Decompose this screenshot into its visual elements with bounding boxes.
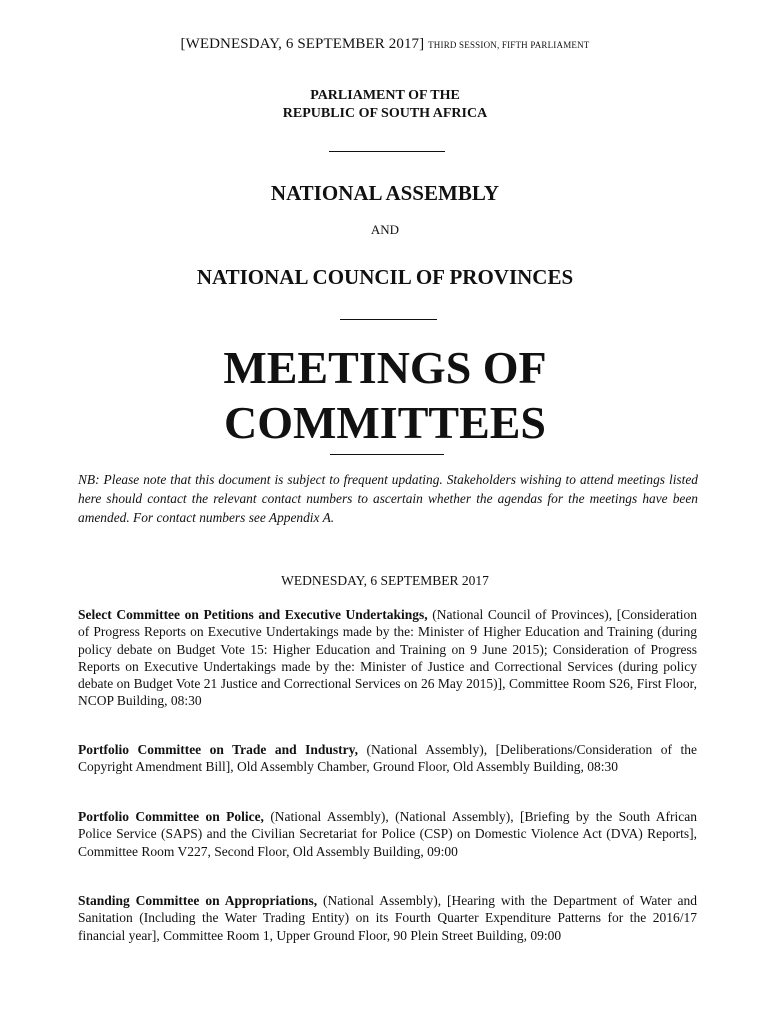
meeting-details: (National Assembly), [Deliberations/Consideration of the Copyright Amendment Bill], Old Assembly Chamber, Ground Floor, Old Assembly Building, 08:30 — [78, 742, 697, 775]
header-date: [WEDNESDAY, 6 SEPTEMBER 2017] — [180, 36, 425, 52]
meeting-details: (National Assembly), [Hearing with the Department of Water and Sanitation (Including the Water Trading Entity) on its Fourth Quarter Expenditure Patterns for the 2016/17 financial year], Committee Room 1, Upper Ground Floor, 90 Plein Street Building, 09:00 — [78, 893, 698, 943]
committee-name: Standing Committee on Appropriations, — [78, 893, 318, 908]
conjunction-text: AND — [370, 222, 400, 237]
document-title — [0, 340, 770, 450]
meeting-details: (National Assembly), (National Assembly), [Briefing by the South African Police Service (SAPS) and the Civilian Secretariat for Police (CSP) on Domestic Violence Act (DVA) Reports], Committee Room V227, Second Floor, Old Assembly Building, 09:00 — [78, 809, 697, 859]
notice-paragraph: NB: Please note that this document is subject to frequent updating. Stakeholders wishing to attend meetings listed here should contact the relevant contact numbers to ascertain whether the agendas for the meetings have been amended. For contact numbers see Appendix A. — [78, 472, 698, 525]
header-session: THIRD SESSION, FIFTH PARLIAMENT — [428, 40, 590, 50]
meeting-entry — [78, 808, 697, 860]
ncop-heading: NATIONAL COUNCIL OF PROVINCES — [196, 265, 574, 289]
meeting-details: (National Council of Provinces), [Consideration of Progress Reports on Executive Undertakings made by the: Minister of Higher Education and Training (during policy debate on Budget Vote 15: Higher Education and Training on 9 June 2015); Consideration of Progress Reports on Executive Undertakings made by the: Minister of Justice and Correctional Services (during policy debate on Budget Vote 21 Justice and Correctional Services on 26 May 2015)], Committee Room S26, First Floor, NCOP Building, 08:30 — [78, 607, 697, 709]
committee-name: Portfolio Committee on Trade and Industry, — [78, 742, 359, 757]
meeting-entry — [78, 892, 697, 944]
running-header — [0, 36, 770, 53]
divider-rule-1 — [329, 151, 445, 152]
divider-rule-2 — [340, 319, 437, 320]
parliament-line-1: PARLIAMENT OF THE — [310, 88, 460, 103]
meeting-entry — [78, 741, 697, 776]
meeting-entry — [78, 606, 697, 710]
national-assembly-heading: NATIONAL ASSEMBLY — [270, 181, 500, 205]
title-line-1: MEETINGS OF — [223, 342, 547, 393]
parliament-line-2: REPUBLIC OF SOUTH AFRICA — [282, 106, 488, 121]
divider-rule-3 — [330, 454, 444, 455]
committee-name: Portfolio Committee on Police, — [78, 809, 264, 824]
title-line-2: COMMITTEES — [223, 397, 547, 448]
parliament-heading — [0, 87, 770, 123]
day-heading: WEDNESDAY, 6 SEPTEMBER 2017 — [281, 573, 489, 588]
committee-name: Select Committee on Petitions and Executive Undertakings, — [78, 607, 428, 622]
